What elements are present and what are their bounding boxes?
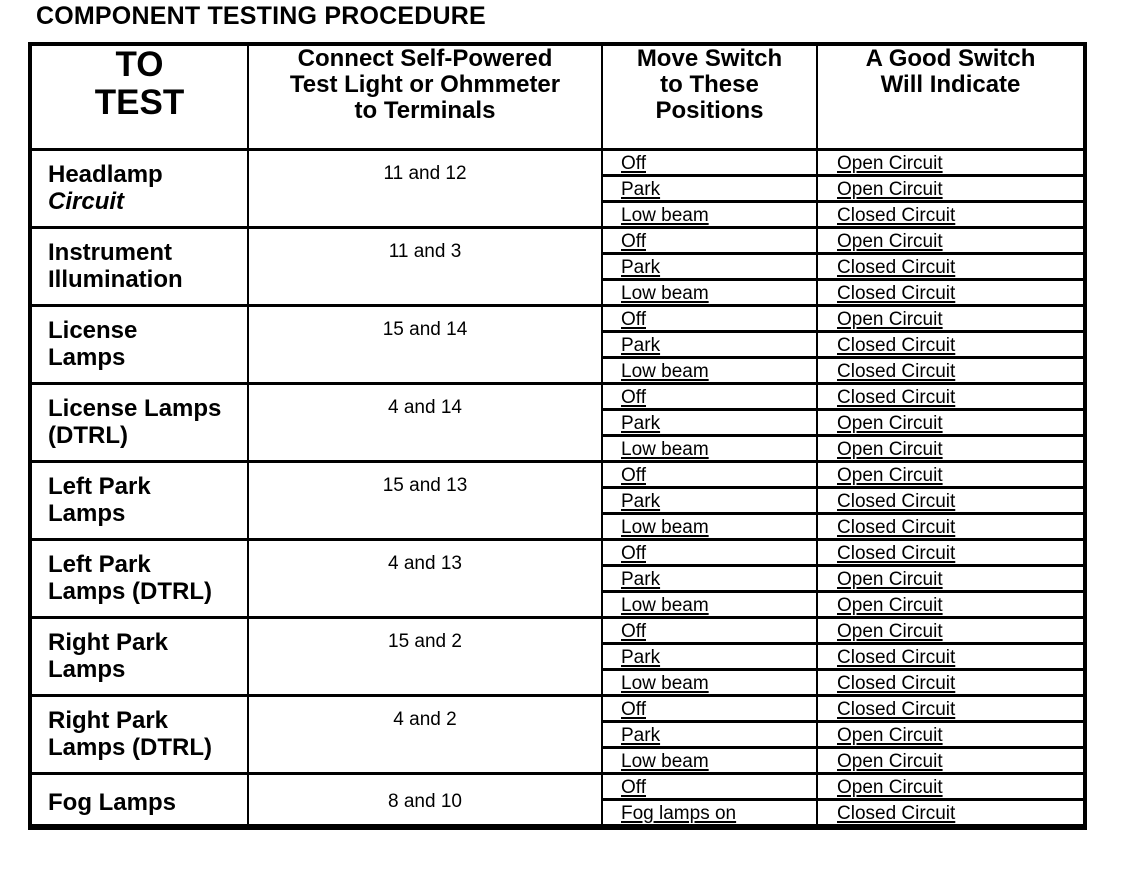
switch-position: Low beam xyxy=(621,751,709,772)
switch-position-cell xyxy=(602,774,817,800)
switch-position: Off xyxy=(621,777,646,798)
terminals-value: 11 and 12 xyxy=(383,163,467,184)
switch-position: Off xyxy=(621,543,646,564)
switch-position: Low beam xyxy=(621,283,709,304)
switch-position: Off xyxy=(621,309,646,330)
switch-position: Park xyxy=(621,725,661,746)
test-name-line1: Right Park xyxy=(48,629,169,656)
switch-position-cell xyxy=(602,748,817,774)
test-name-cell xyxy=(32,150,248,228)
expected-result: Open Circuit xyxy=(837,413,943,434)
test-name-cell xyxy=(32,384,248,462)
switch-position: Park xyxy=(621,569,661,590)
procedure-table xyxy=(32,46,1083,827)
test-name-line2: Lamps (DTRL) xyxy=(48,734,212,761)
test-name-line1: Left Park xyxy=(48,473,151,500)
switch-position-cell xyxy=(602,618,817,644)
switch-position: Off xyxy=(621,231,646,252)
expected-result: Open Circuit xyxy=(837,777,943,798)
test-name xyxy=(32,619,247,683)
terminals-value: 11 and 3 xyxy=(388,241,462,262)
test-name-line2: Lamps (DTRL) xyxy=(48,578,212,605)
switch-position-cell xyxy=(602,722,817,748)
test-name-line1: Left Park xyxy=(48,551,151,578)
switch-position: Park xyxy=(621,413,661,434)
expected-result-cell xyxy=(817,670,1083,696)
test-name xyxy=(32,697,247,761)
table-row xyxy=(32,696,1083,722)
expected-result: Closed Circuit xyxy=(837,283,956,304)
test-name-line1: License xyxy=(48,317,138,344)
expected-result-cell xyxy=(817,436,1083,462)
test-name-cell xyxy=(32,696,248,774)
procedure-table-frame xyxy=(28,42,1087,830)
switch-position: Off xyxy=(621,465,646,486)
terminals-cell xyxy=(248,696,602,774)
terminals-cell xyxy=(248,540,602,618)
expected-result-cell xyxy=(817,514,1083,540)
switch-position-cell xyxy=(602,358,817,384)
test-name-cell xyxy=(32,228,248,306)
expected-result: Open Circuit xyxy=(837,179,943,200)
expected-result: Open Circuit xyxy=(837,595,943,616)
switch-position: Low beam xyxy=(621,673,709,694)
terminals-cell xyxy=(248,150,602,228)
test-name-line2: (DTRL) xyxy=(48,422,128,449)
switch-position: Fog lamps on xyxy=(621,803,737,824)
expected-result-cell xyxy=(817,280,1083,306)
expected-result-cell xyxy=(817,540,1083,566)
expected-result: Open Circuit xyxy=(837,439,943,460)
expected-result-cell xyxy=(817,228,1083,254)
switch-position: Park xyxy=(621,257,661,278)
switch-position-cell xyxy=(602,670,817,696)
switch-position: Low beam xyxy=(621,595,709,616)
expected-result-cell xyxy=(817,202,1083,228)
terminals-value: 4 and 2 xyxy=(393,709,457,730)
expected-result-cell xyxy=(817,644,1083,670)
expected-result-cell xyxy=(817,592,1083,618)
expected-result-cell xyxy=(817,358,1083,384)
switch-position: Low beam xyxy=(621,517,709,538)
switch-position-cell xyxy=(602,306,817,332)
test-name xyxy=(32,307,247,371)
table-row xyxy=(32,228,1083,254)
test-name-line1: Instrument xyxy=(48,239,173,266)
switch-position-cell xyxy=(602,462,817,488)
switch-position-cell xyxy=(602,280,817,306)
expected-result: Closed Circuit xyxy=(837,543,956,564)
test-name-line1: Headlamp xyxy=(48,161,163,188)
expected-result: Closed Circuit xyxy=(837,803,956,824)
header-row xyxy=(32,46,1083,150)
switch-position-cell xyxy=(602,696,817,722)
table-row xyxy=(32,774,1083,800)
expected-result: Closed Circuit xyxy=(837,205,956,226)
expected-result: Closed Circuit xyxy=(837,517,956,538)
switch-position: Park xyxy=(621,179,661,200)
test-name-line2: Lamps xyxy=(48,656,126,683)
test-name-cell xyxy=(32,540,248,618)
header-terminals: Connect Self-Powered Test Light or Ohmmeter to Terminals xyxy=(248,46,602,150)
switch-position-cell xyxy=(602,436,817,462)
switch-position-cell xyxy=(602,514,817,540)
expected-result: Open Circuit xyxy=(837,465,943,486)
expected-result-cell xyxy=(817,176,1083,202)
switch-position-cell xyxy=(602,176,817,202)
switch-position-cell xyxy=(602,644,817,670)
test-name xyxy=(32,775,247,816)
expected-result-cell xyxy=(817,332,1083,358)
expected-result: Closed Circuit xyxy=(837,257,956,278)
switch-position-cell xyxy=(602,488,817,514)
test-name-cell xyxy=(32,618,248,696)
test-name xyxy=(32,463,247,527)
document-title: COMPONENT TESTING PROCEDURE xyxy=(36,2,486,30)
switch-position: Off xyxy=(621,153,646,174)
terminals-cell xyxy=(248,384,602,462)
expected-result: Closed Circuit xyxy=(837,335,956,356)
terminals-value: 15 and 14 xyxy=(382,319,468,340)
switch-position: Low beam xyxy=(621,439,709,460)
table-row xyxy=(32,150,1083,176)
switch-position: Off xyxy=(621,387,646,408)
expected-result: Open Circuit xyxy=(837,309,943,330)
switch-position: Low beam xyxy=(621,205,709,226)
switch-position: Off xyxy=(621,621,646,642)
expected-result-cell xyxy=(817,566,1083,592)
switch-position-cell xyxy=(602,202,817,228)
terminals-value: 15 and 13 xyxy=(382,475,468,496)
expected-result: Open Circuit xyxy=(837,725,943,746)
terminals-value: 8 and 10 xyxy=(388,791,462,812)
test-name-line2: Lamps xyxy=(48,500,126,527)
terminals-cell xyxy=(248,228,602,306)
switch-position-cell xyxy=(602,592,817,618)
switch-position: Park xyxy=(621,647,661,668)
switch-position-cell xyxy=(602,150,817,176)
terminals-value: 15 and 2 xyxy=(388,631,462,652)
expected-result-cell xyxy=(817,618,1083,644)
test-name-cell xyxy=(32,306,248,384)
expected-result: Closed Circuit xyxy=(837,491,956,512)
switch-position-cell xyxy=(602,228,817,254)
test-name-line1: Right Park xyxy=(48,707,169,734)
test-name-line2: Circuit xyxy=(48,188,125,215)
expected-result-cell xyxy=(817,150,1083,176)
switch-position-cell xyxy=(602,800,817,826)
expected-result-cell xyxy=(817,696,1083,722)
switch-position-cell xyxy=(602,410,817,436)
switch-position-cell xyxy=(602,566,817,592)
expected-result-cell xyxy=(817,254,1083,280)
header-indicate: A Good Switch Will Indicate xyxy=(817,46,1083,150)
expected-result-cell xyxy=(817,462,1083,488)
test-name-line1: Fog Lamps xyxy=(48,789,177,816)
test-name-cell xyxy=(32,462,248,540)
table-row xyxy=(32,618,1083,644)
expected-result-cell xyxy=(817,748,1083,774)
expected-result-cell xyxy=(817,722,1083,748)
test-name xyxy=(32,151,247,215)
header-to-test: TO TEST xyxy=(32,46,248,150)
terminals-cell xyxy=(248,774,602,826)
expected-result-cell xyxy=(817,774,1083,800)
switch-position: Low beam xyxy=(621,361,709,382)
test-name xyxy=(32,229,247,293)
expected-result: Closed Circuit xyxy=(837,673,956,694)
table-row xyxy=(32,306,1083,332)
expected-result: Closed Circuit xyxy=(837,699,956,720)
expected-result: Closed Circuit xyxy=(837,387,956,408)
switch-position-cell xyxy=(602,332,817,358)
expected-result-cell xyxy=(817,800,1083,826)
terminals-value: 4 and 13 xyxy=(388,553,462,574)
test-name-cell xyxy=(32,774,248,826)
expected-result: Open Circuit xyxy=(837,231,943,252)
expected-result: Open Circuit xyxy=(837,621,943,642)
table-body xyxy=(32,150,1083,826)
expected-result: Open Circuit xyxy=(837,153,943,174)
switch-position-cell xyxy=(602,384,817,410)
test-name-line2: Illumination xyxy=(48,266,183,293)
expected-result-cell xyxy=(817,488,1083,514)
table-row xyxy=(32,540,1083,566)
switch-position: Off xyxy=(621,699,646,720)
test-name xyxy=(32,385,247,449)
expected-result-cell xyxy=(817,410,1083,436)
expected-result-cell xyxy=(817,384,1083,410)
terminals-cell xyxy=(248,462,602,540)
expected-result: Open Circuit xyxy=(837,569,943,590)
test-name-line2: Lamps xyxy=(48,344,126,371)
table-row xyxy=(32,462,1083,488)
expected-result: Open Circuit xyxy=(837,751,943,772)
terminals-cell xyxy=(248,306,602,384)
expected-result-cell xyxy=(817,306,1083,332)
terminals-value: 4 and 14 xyxy=(388,397,462,418)
header-positions: Move Switch to These Positions xyxy=(602,46,817,150)
switch-position: Park xyxy=(621,335,661,356)
terminals-cell xyxy=(248,618,602,696)
expected-result: Closed Circuit xyxy=(837,361,956,382)
switch-position: Park xyxy=(621,491,661,512)
switch-position-cell xyxy=(602,254,817,280)
test-name xyxy=(32,541,247,605)
switch-position-cell xyxy=(602,540,817,566)
test-name-line1: License Lamps xyxy=(48,395,222,422)
table-row xyxy=(32,384,1083,410)
expected-result: Closed Circuit xyxy=(837,647,956,668)
